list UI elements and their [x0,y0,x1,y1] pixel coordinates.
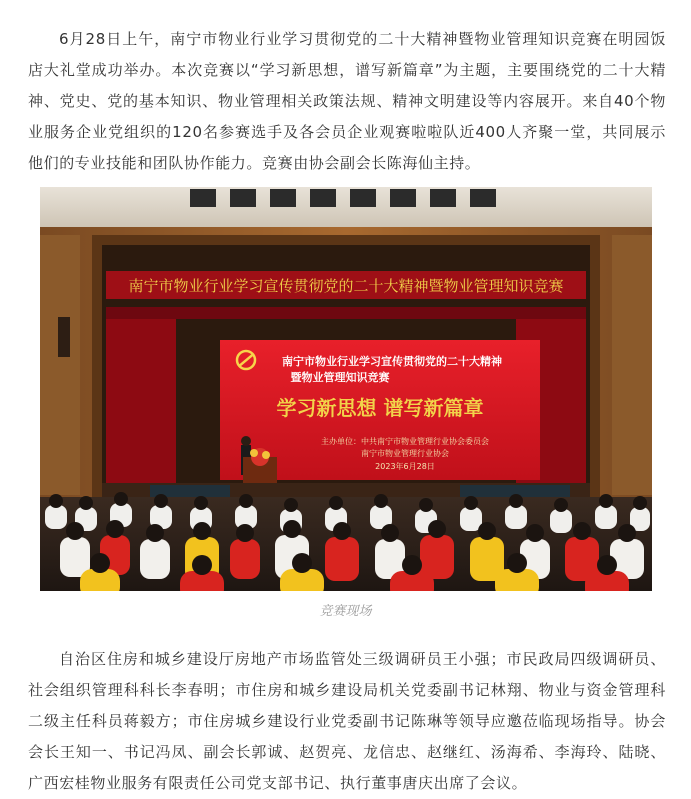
curtain-left [106,307,176,487]
banner-text: 南宁市物业行业学习宣传贯彻党的二十大精神暨物业管理知识竞赛 [128,277,564,295]
event-photo [40,187,652,591]
photo-caption: 竞赛现场 [319,604,372,619]
screen-slogan: 学习新思想 谱写新篇章 [276,396,484,420]
article-paragraph-intro: 6月28日上午，南宁市物业行业学习贯彻党的二十大精神暨物业管理知识竞赛在明园饭店大礼堂成功举办。本次竞赛以“学习新思想，谱写新篇章”为主题，主要围绕党的二十大精神、党史、党的基本知识、物业管理相关政策法规、精神文明建设等内容展开。来自40个物业服务企业党组织的120名参赛选手及各会员企业观赛啦啦队近400人齐聚一堂，共同展示他们的专业技能和团队协作能力。竞赛由协会副会长陈海仙主持。 [28,30,666,172]
screen-title-line1: 南宁市物业行业学习宣传贯彻党的二十大精神 [282,355,502,368]
screen-title-line2: 暨物业管理知识竞赛 [290,371,390,384]
screen-host-2: 南宁市物业管理行业协会 [361,449,449,458]
screen-host: 主办单位：中共南宁市物业管理行业协会委员会 [321,437,489,446]
screen-date: 2023年6月28日 [375,462,435,471]
article-paragraph-attendees: 自治区住房和城乡建设厅房地产市场监管处三级调研员王小强；市民政局四级调研员、社会组织管理科科长李春明；市住房和城乡建设局机关党委副书记林翔、物业与资金管理科二级主任科员蒋毅方；市住房城乡建设行业党委副书记陈琳等领导应邀莅临现场指导。协会会长王知一、书记冯凤、副会长郭诚、赵贺亮、龙信忠、赵继红、汤海希、李海玲、陆晓、广西宏桂物业服务有限责任公司党支部书记、执行董事唐庆出席了会议。 [28,650,666,792]
